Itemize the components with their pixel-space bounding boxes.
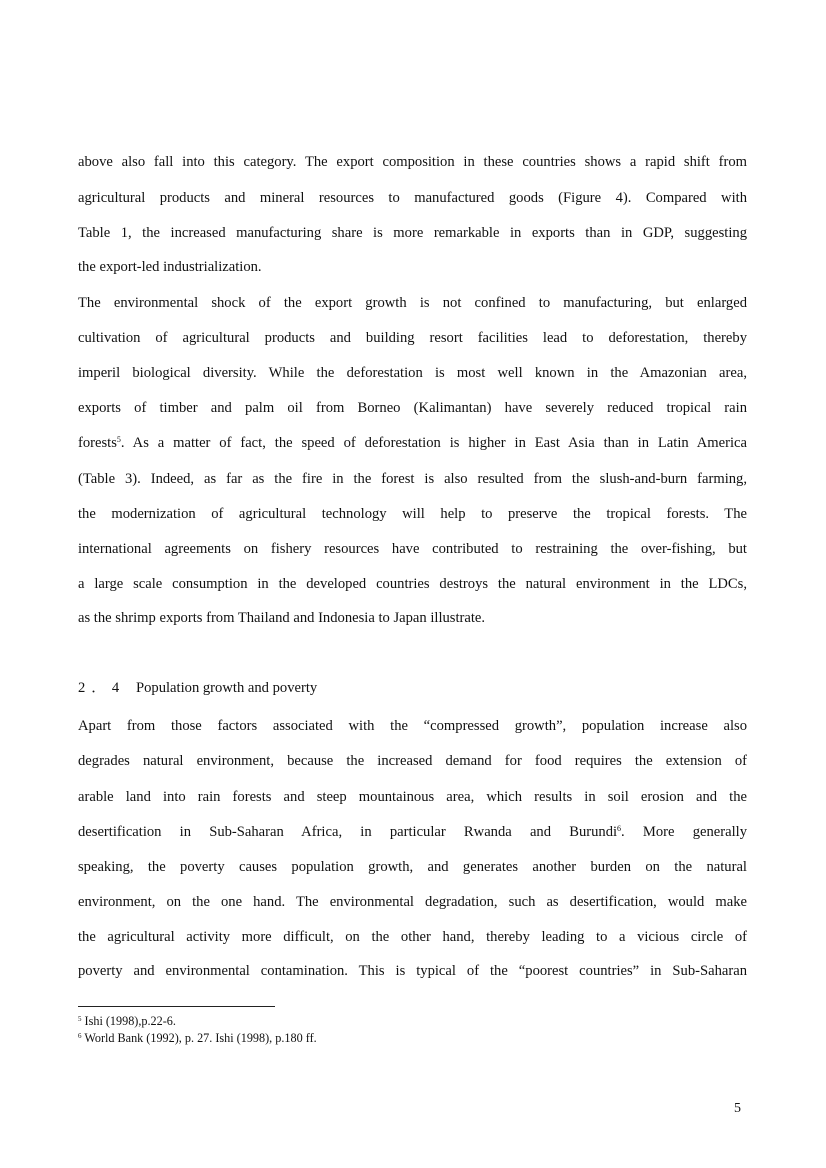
- footnote-mark: 6: [78, 1032, 82, 1040]
- paragraph3-line: [78, 823, 747, 841]
- paragraph2-line: a large scale consumption in the developed countries destroys the natural environment in the LDCs,: [78, 576, 747, 592]
- paragraph2-line: (Table 3). Indeed, as far as the fire in the forest is also resulted from the slush-and-burn farming,: [78, 471, 747, 487]
- paragraph2-line: cultivation of agricultural products and building resort facilities lead to deforestation, thereby: [78, 330, 747, 346]
- paragraph2-text: forests: [78, 435, 117, 451]
- page-number: 5: [734, 1101, 741, 1116]
- paragraph3-text: desertification in Sub-Saharan Africa, in particular Rwanda and Burundi: [78, 824, 618, 840]
- paragraph1-line: agricultural products and mineral resources to manufactured goods (Figure 4). Compared with: [78, 190, 747, 206]
- paragraph1-line: the export-led industrialization.: [78, 259, 262, 275]
- footnote-separator: [78, 1006, 275, 1007]
- paragraph3-line: arable land into rain forests and steep mountainous area, which results in soil erosion and the: [78, 789, 747, 805]
- paragraph1-line: above also fall into this category. The export composition in these countries shows a rapid shift from: [78, 154, 747, 170]
- paragraph3-line: the agricultural activity more difficult, on the other hand, thereby leading to a vicious circle of: [78, 929, 747, 945]
- paragraph3-line: speaking, the poverty causes population growth, and generates another burden on the natural: [78, 859, 747, 875]
- footnote-ref-6: 6: [617, 824, 622, 833]
- paragraph2-line: the modernization of agricultural technology will help to preserve the tropical forests. The: [78, 506, 747, 522]
- section-number: 2．4: [78, 680, 126, 696]
- paragraph2-line: imperil biological diversity. While the deforestation is most well known in the Amazonian area,: [78, 365, 747, 381]
- footnote-ref-5: 5: [116, 435, 121, 444]
- paragraph1-line: Table 1, the increased manufacturing share is more remarkable in exports than in GDP, suggesting: [78, 225, 747, 241]
- paragraph3-line: degrades natural environment, because the increased demand for food requires the extension of: [78, 753, 747, 769]
- paragraph2-line: international agreements on fishery resources have contributed to restraining the over-fishing, but: [78, 541, 747, 557]
- paragraph2-line: as the shrimp exports from Thailand and Indonesia to Japan illustrate.: [78, 610, 486, 626]
- paragraph3-line: environment, on the one hand. The environmental degradation, such as desertification, would make: [78, 894, 747, 910]
- paragraph3-line: poverty and environmental contamination. This is typical of the “poorest countries” in Sub-Saharan: [78, 963, 747, 979]
- paragraph2-line: [78, 434, 747, 452]
- footnote-text: Ishi (1998),p.22-6.: [81, 1014, 176, 1028]
- footnote-6: [78, 1031, 317, 1046]
- paragraph3-line: Apart from those factors associated with the “compressed growth”, population increase also: [78, 718, 747, 734]
- section-heading: [78, 679, 317, 697]
- footnote-5: [78, 1014, 176, 1029]
- paragraph3-text: . More generally: [621, 824, 747, 840]
- paragraph2-line: The environmental shock of the export growth is not confined to manufacturing, but enlarged: [78, 295, 747, 311]
- paragraph2-line: exports of timber and palm oil from Borneo (Kalimantan) have severely reduced tropical rain: [78, 400, 747, 416]
- section-title: Population growth and poverty: [136, 680, 318, 696]
- footnote-mark: 5: [78, 1015, 82, 1023]
- footnote-text: World Bank (1992), p. 27. Ishi (1998), p.180 ff.: [81, 1031, 317, 1045]
- paragraph2-text: . As a matter of fact, the speed of deforestation is higher in East Asia than in Latin America: [120, 435, 747, 451]
